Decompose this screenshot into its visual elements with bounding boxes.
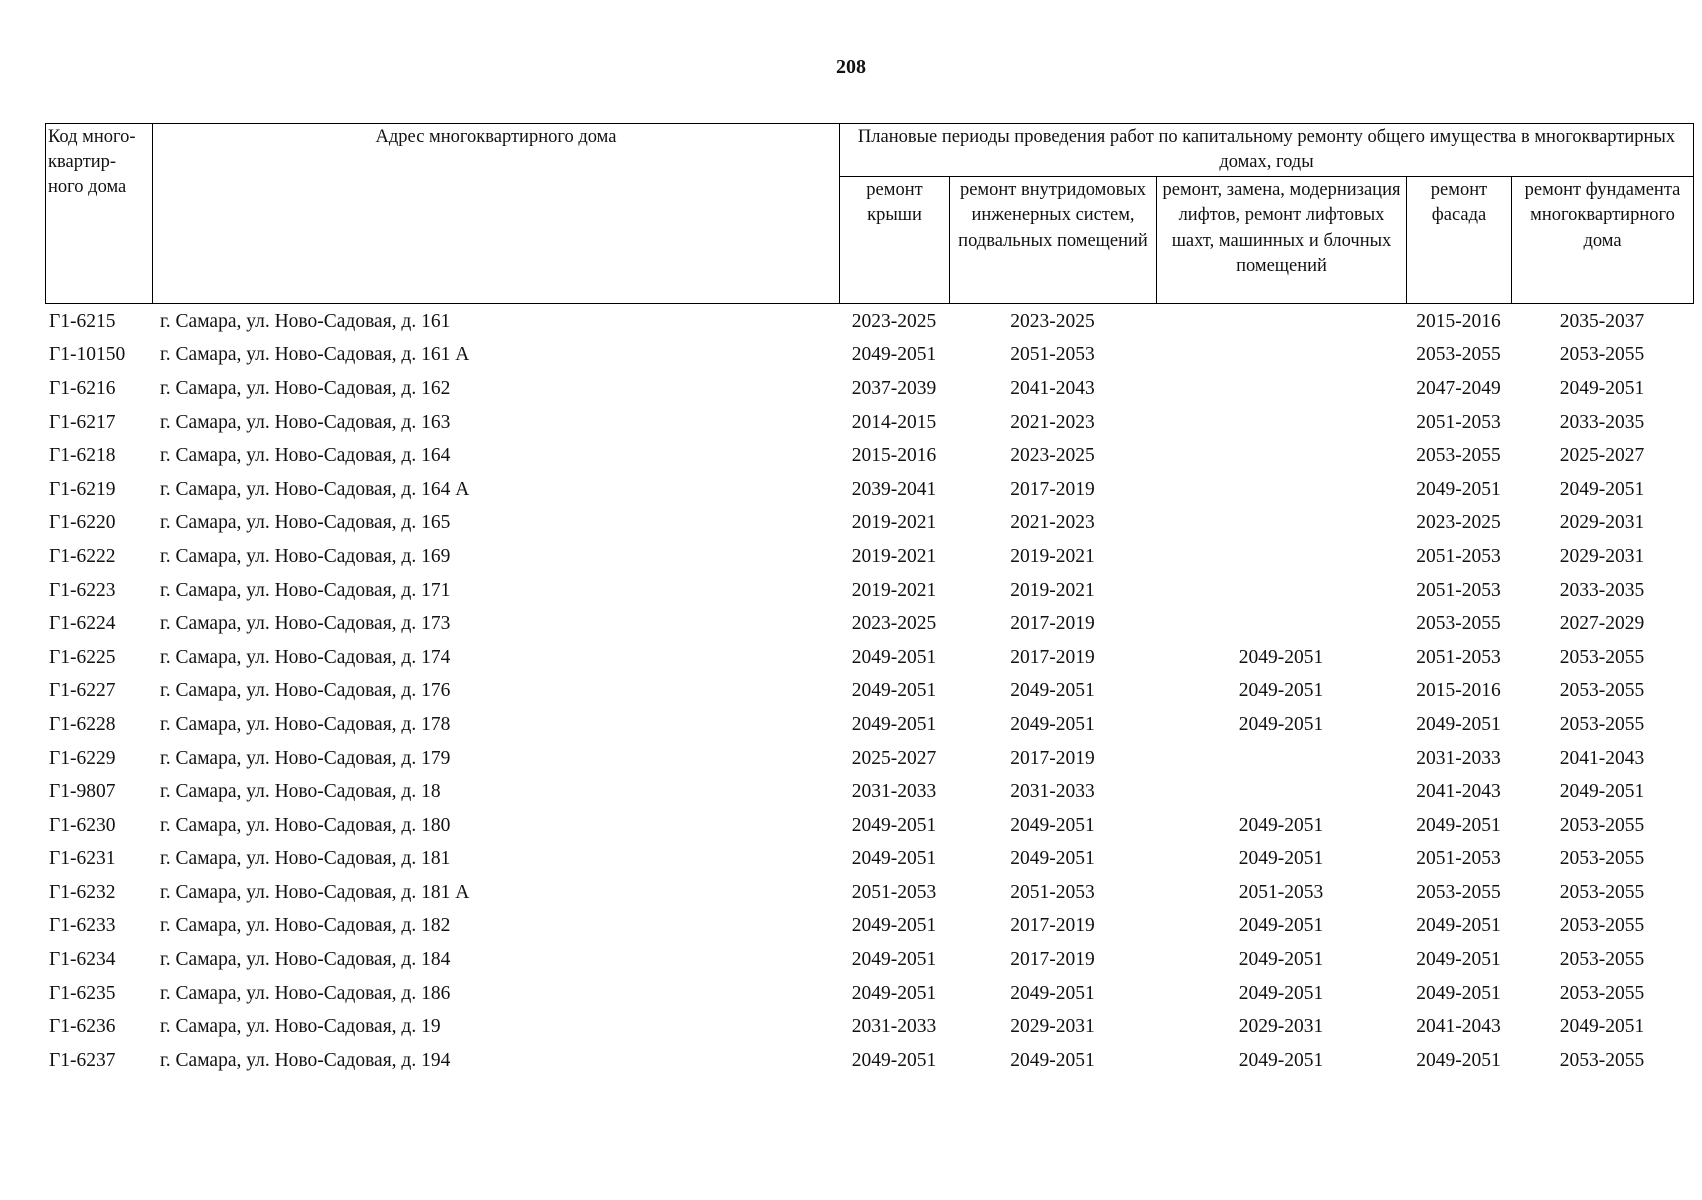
table-body [45,305,1693,1078]
cell-roof: 2051-2053 [851,881,937,903]
cell-code: Г1-6222 [49,545,116,567]
cell-engineering: 2051-2053 [1010,881,1095,903]
cell-elevators [1156,574,1406,608]
cell-engineering: 2023-2025 [1010,445,1095,467]
cell-elevators [1156,607,1406,641]
cell-address: г. Самара, ул. Ново-Садовая, д. 194 [160,1049,451,1071]
table-row [45,372,1693,406]
cell-elevators [1156,339,1406,373]
cell-roof: 2037-2039 [851,377,937,399]
cell-roof: 2049-2051 [851,713,937,735]
cell-roof: 2031-2033 [851,1016,937,1038]
table-row [45,843,1693,877]
table-row [45,339,1693,373]
cell-facade: 2053-2055 [1416,881,1501,903]
cell-engineering: 2017-2019 [1010,949,1095,971]
cell-address: г. Самара, ул. Ново-Садовая, д. 180 [160,814,451,836]
cell-roof: 2014-2015 [851,411,937,433]
cell-foundation: 2029-2031 [1559,545,1645,567]
table-row [45,607,1693,641]
cell-address: г. Самара, ул. Ново-Садовая, д. 181 А [160,881,470,903]
table-row [45,910,1693,944]
cell-foundation: 2053-2055 [1559,881,1645,903]
cell-engineering: 2017-2019 [1010,915,1095,937]
cell-address: г. Самара, ул. Ново-Садовая, д. 171 [160,579,451,601]
cell-foundation: 2053-2055 [1559,814,1645,836]
table-header [45,123,1694,304]
cell-elevators: 2029-2031 [1238,1016,1324,1038]
cell-code: Г1-6225 [49,646,116,668]
cell-engineering: 2049-2051 [1010,814,1095,836]
cell-roof: 2049-2051 [851,982,937,1004]
cell-facade: 2041-2043 [1416,781,1501,803]
cell-elevators: 2049-2051 [1238,915,1324,937]
cell-code: Г1-6220 [49,512,116,534]
cell-facade: 2015-2016 [1416,680,1501,702]
cell-engineering: 2019-2021 [1010,579,1095,601]
cell-engineering: 2049-2051 [1010,680,1095,702]
cell-engineering: 2017-2019 [1010,646,1095,668]
cell-elevators: 2049-2051 [1238,814,1324,836]
header-code: Код много-квартир-ного дома [46,124,153,304]
cell-engineering: 2029-2031 [1010,1016,1095,1038]
cell-address: г. Самара, ул. Ново-Садовая, д. 18 [160,781,441,803]
cell-facade: 2051-2053 [1416,579,1501,601]
cell-foundation: 2025-2027 [1559,445,1645,467]
cell-elevators [1156,742,1406,776]
cell-roof: 2019-2021 [851,579,937,601]
cell-foundation: 2049-2051 [1559,377,1645,399]
header-facade: ремонт фасада [1407,177,1512,304]
cell-facade: 2049-2051 [1416,478,1501,500]
cell-code: Г1-6218 [49,445,116,467]
cell-elevators [1156,775,1406,809]
cell-facade: 2049-2051 [1416,713,1501,735]
cell-address: г. Самара, ул. Ново-Садовая, д. 161 А [160,344,470,366]
cell-foundation: 2027-2029 [1559,613,1645,635]
table-row [45,507,1693,541]
cell-code: Г1-6235 [49,982,116,1004]
cell-facade: 2051-2053 [1416,545,1501,567]
cell-roof: 2049-2051 [851,344,937,366]
cell-roof: 2049-2051 [851,949,937,971]
cell-foundation: 2053-2055 [1559,646,1645,668]
cell-foundation: 2033-2035 [1559,579,1645,601]
cell-engineering: 2049-2051 [1010,848,1095,870]
cell-foundation: 2053-2055 [1559,982,1645,1004]
cell-elevators [1156,507,1406,541]
cell-elevators: 2049-2051 [1238,1049,1324,1071]
cell-elevators: 2049-2051 [1238,848,1324,870]
cell-engineering: 2041-2043 [1010,377,1095,399]
cell-roof: 2015-2016 [851,445,937,467]
cell-engineering: 2049-2051 [1010,982,1095,1004]
cell-engineering: 2051-2053 [1010,344,1095,366]
cell-elevators [1156,406,1406,440]
cell-code: Г1-6215 [49,310,116,332]
cell-engineering: 2017-2019 [1010,613,1095,635]
header-foundation: ремонт фундамента многоквартирного дома [1512,177,1694,304]
cell-foundation: 2053-2055 [1559,915,1645,937]
cell-address: г. Самара, ул. Ново-Садовая, д. 182 [160,915,451,937]
cell-address: г. Самара, ул. Ново-Садовая, д. 181 [160,848,451,870]
cell-facade: 2041-2043 [1416,1016,1501,1038]
cell-address: г. Самара, ул. Ново-Садовая, д. 176 [160,680,451,702]
cell-roof: 2031-2033 [851,781,937,803]
cell-elevators [1156,305,1406,339]
cell-foundation: 2049-2051 [1559,781,1645,803]
cell-foundation: 2053-2055 [1559,344,1645,366]
cell-address: г. Самара, ул. Ново-Садовая, д. 164 А [160,478,470,500]
cell-foundation: 2053-2055 [1559,1049,1645,1071]
table-row [45,641,1693,675]
cell-roof: 2019-2021 [851,545,937,567]
cell-foundation: 2053-2055 [1559,848,1645,870]
cell-address: г. Самара, ул. Ново-Садовая, д. 178 [160,713,451,735]
cell-code: Г1-6216 [49,377,116,399]
table-row [45,406,1693,440]
cell-address: г. Самара, ул. Ново-Садовая, д. 19 [160,1016,441,1038]
table-row [45,742,1693,776]
cell-facade: 2051-2053 [1416,411,1501,433]
cell-foundation: 2029-2031 [1559,512,1645,534]
cell-engineering: 2021-2023 [1010,512,1095,534]
header-address: Адрес многоквартирного дома [153,124,840,304]
table-row [45,1010,1693,1044]
cell-roof: 2025-2027 [851,747,937,769]
cell-facade: 2049-2051 [1416,982,1501,1004]
cell-foundation: 2033-2035 [1559,411,1645,433]
table-row [45,809,1693,843]
cell-code: Г1-6219 [49,478,116,500]
cell-code: Г1-6231 [49,848,116,870]
cell-foundation: 2049-2051 [1559,478,1645,500]
table-row [45,708,1693,742]
cell-facade: 2015-2016 [1416,310,1501,332]
cell-facade: 2049-2051 [1416,949,1501,971]
cell-elevators [1156,473,1406,507]
cell-address: г. Самара, ул. Ново-Садовая, д. 186 [160,982,451,1004]
cell-engineering: 2017-2019 [1010,747,1095,769]
cell-facade: 2023-2025 [1416,512,1501,534]
table-row [45,943,1693,977]
cell-code: Г1-6234 [49,949,116,971]
cell-code: Г1-6228 [49,713,116,735]
cell-foundation: 2041-2043 [1559,747,1645,769]
cell-code: Г1-6223 [49,579,116,601]
cell-engineering: 2017-2019 [1010,478,1095,500]
cell-roof: 2049-2051 [851,646,937,668]
cell-code: Г1-6217 [49,411,116,433]
cell-code: Г1-6237 [49,1049,116,1071]
table-row [45,473,1693,507]
cell-code: Г1-10150 [49,344,126,366]
cell-roof: 2049-2051 [851,680,937,702]
table-row [45,540,1693,574]
cell-facade: 2047-2049 [1416,377,1501,399]
table-row [45,439,1693,473]
cell-address: г. Самара, ул. Ново-Садовая, д. 169 [160,545,451,567]
cell-foundation: 2035-2037 [1559,310,1645,332]
cell-code: Г1-9807 [49,781,116,803]
cell-facade: 2049-2051 [1416,1049,1501,1071]
cell-facade: 2051-2053 [1416,646,1501,668]
cell-facade: 2053-2055 [1416,445,1501,467]
cell-address: г. Самара, ул. Ново-Садовая, д. 173 [160,613,451,635]
cell-elevators [1156,372,1406,406]
cell-elevators: 2049-2051 [1238,713,1324,735]
cell-roof: 2049-2051 [851,814,937,836]
cell-code: Г1-6236 [49,1016,116,1038]
table-row [45,775,1693,809]
table-row [45,1044,1693,1078]
cell-foundation: 2053-2055 [1559,949,1645,971]
cell-elevators: 2049-2051 [1238,646,1324,668]
cell-address: г. Самара, ул. Ново-Садовая, д. 164 [160,445,451,467]
cell-elevators: 2051-2053 [1238,881,1324,903]
cell-engineering: 2049-2051 [1010,1049,1095,1071]
cell-facade: 2049-2051 [1416,814,1501,836]
cell-code: Г1-6232 [49,881,116,903]
cell-foundation: 2053-2055 [1559,680,1645,702]
table-row [45,305,1693,339]
cell-facade: 2049-2051 [1416,915,1501,937]
cell-foundation: 2053-2055 [1559,713,1645,735]
header-roof: ремонт крыши [840,177,950,304]
cell-facade: 2051-2053 [1416,848,1501,870]
header-engineering: ремонт внутридомовых инженерных систем, подвальных помещений [950,177,1157,304]
cell-elevators [1156,540,1406,574]
cell-roof: 2049-2051 [851,915,937,937]
cell-roof: 2023-2025 [851,613,937,635]
cell-code: Г1-6227 [49,680,116,702]
cell-code: Г1-6233 [49,915,116,937]
cell-elevators [1156,439,1406,473]
cell-address: г. Самара, ул. Ново-Садовая, д. 162 [160,377,451,399]
cell-code: Г1-6230 [49,814,116,836]
cell-address: г. Самара, ул. Ново-Садовая, д. 165 [160,512,451,534]
cell-foundation: 2049-2051 [1559,1016,1645,1038]
cell-facade: 2031-2033 [1416,747,1501,769]
header-periods: Плановые периоды проведения работ по капитальному ремонту общего имущества в многоквартирных домах, годы [840,124,1694,177]
cell-engineering: 2023-2025 [1010,310,1095,332]
header-elevators: ремонт, замена, модернизация лифтов, ремонт лифтовых шахт, машинных и блочных помещений [1157,177,1407,304]
table-row [45,574,1693,608]
cell-elevators: 2049-2051 [1238,949,1324,971]
cell-elevators: 2049-2051 [1238,680,1324,702]
table-row [45,675,1693,709]
cell-engineering: 2021-2023 [1010,411,1095,433]
cell-address: г. Самара, ул. Ново-Садовая, д. 184 [160,949,451,971]
cell-address: г. Самара, ул. Ново-Садовая, д. 174 [160,646,451,668]
cell-engineering: 2031-2033 [1010,781,1095,803]
cell-address: г. Самара, ул. Ново-Садовая, д. 161 [160,310,451,332]
cell-engineering: 2019-2021 [1010,545,1095,567]
cell-roof: 2049-2051 [851,1049,937,1071]
cell-roof: 2039-2041 [851,478,937,500]
cell-roof: 2049-2051 [851,848,937,870]
table-row [45,977,1693,1011]
cell-facade: 2053-2055 [1416,613,1501,635]
cell-engineering: 2049-2051 [1010,713,1095,735]
cell-elevators: 2049-2051 [1238,982,1324,1004]
cell-facade: 2053-2055 [1416,344,1501,366]
cell-address: г. Самара, ул. Ново-Садовая, д. 179 [160,747,451,769]
table-row [45,876,1693,910]
cell-roof: 2019-2021 [851,512,937,534]
page-number: 208 [836,56,866,78]
cell-code: Г1-6224 [49,613,116,635]
cell-code: Г1-6229 [49,747,116,769]
cell-address: г. Самара, ул. Ново-Садовая, д. 163 [160,411,451,433]
cell-roof: 2023-2025 [851,310,937,332]
